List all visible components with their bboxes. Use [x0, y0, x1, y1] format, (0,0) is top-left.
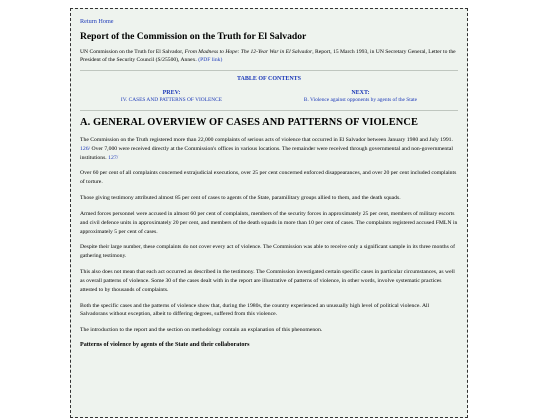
citation-suffix: , Report, 15 March 1993, in UN Secretary General, Letter to the President of the Security Council (S/25500), Annex.: [80, 48, 456, 63]
return-home-link[interactable]: Return Home: [80, 18, 114, 25]
divider: [80, 110, 458, 111]
next-title[interactable]: B. Violence against opponents by agents of the State: [303, 97, 418, 104]
prev-label[interactable]: PREV:: [162, 89, 181, 96]
report-title: Report of the Commission on the Truth for El Salvador: [80, 31, 307, 42]
citation-prefix: UN Commission on the Truth for El Salvador,: [80, 48, 185, 55]
prev-link[interactable]: [121, 90, 222, 104]
paragraph-2: Over 60 per cent of all complaints concerned extrajudicial executions, over 25 per cent concerned enforced disappearances, and over 20 per cent included complaints of torture.: [80, 170, 457, 186]
table-of-contents-link[interactable]: TABLE OF CONTENTS: [236, 75, 301, 82]
content-panel: [70, 8, 468, 418]
paragraph-8: The introduction to the report and the section on methodology contain an explanation of this phenomenon.: [80, 327, 323, 334]
next-label[interactable]: NEXT:: [351, 89, 370, 96]
paragraph-4: Armed forces personnel were accused in almost 60 per cent of complaints, members of the security forces in approximately 25 per cent, members of military escorts and civil defence units in approximately 20 per cent, and members of the death squads in more than 10 per cent of cases. The complaints registered accused FMLN in approximately 5 per cent of cases.: [80, 210, 458, 235]
citation: [80, 48, 458, 64]
footnote-link-126[interactable]: 126/: [80, 145, 91, 152]
paragraph-1-text-a: The Commission on the Truth registered more than 22,000 complaints of serious acts of violence that occurred in El Salvador between January 1980 and July 1991.: [80, 136, 453, 143]
footnote-link-127[interactable]: 127/: [108, 154, 119, 161]
paragraph-1: [80, 136, 458, 162]
prev-title[interactable]: IV. CASES AND PATTERNS OF VIOLENCE: [120, 97, 223, 104]
paragraph-6: This also does not mean that each act occurred as described in the testimony. The Commission investigated certain specific cases in particular circumstances, as well as overall patterns of violence. Some 30 of the cases dealt with in the report are illustrative of patterns of violence, in other words, involve systematic practices attested to by thousands of complaints.: [80, 269, 455, 293]
next-link[interactable]: [304, 90, 417, 104]
paragraph-5: Despite their large number, these complaints do not cover every act of violence. The Commission was able to receive only a significant sample in its three months of gathering testimony.: [80, 244, 455, 260]
pdf-link[interactable]: (PDF link): [198, 56, 223, 63]
subheading: Patterns of violence by agents of the State and their collaborators: [80, 342, 250, 349]
section-heading: A. GENERAL OVERVIEW OF CASES AND PATTERNS OF VIOLENCE: [80, 116, 418, 128]
divider: [80, 70, 458, 71]
paragraph-3: Those giving testimony attributed almost 85 per cent of cases to agents of the State, paramilitary groups allied to them, and the death squads.: [80, 195, 401, 202]
prev-next-nav: [80, 90, 458, 104]
paragraph-7: Both the specific cases and the patterns of violence show that, during the 1980s, the country experienced an unusually high level of political violence. All Salvadorans without exception, albeit to differing degrees, suffered from this violence.: [80, 302, 430, 318]
paragraph-1-text-b: Over 7,000 were received directly at the Commission's offices in various locations. The remainder were received through governmental and non-governmental institutions.: [80, 145, 453, 161]
citation-book-title: From Madness to Hope: The 12-Year War in El Salvador: [184, 48, 313, 55]
